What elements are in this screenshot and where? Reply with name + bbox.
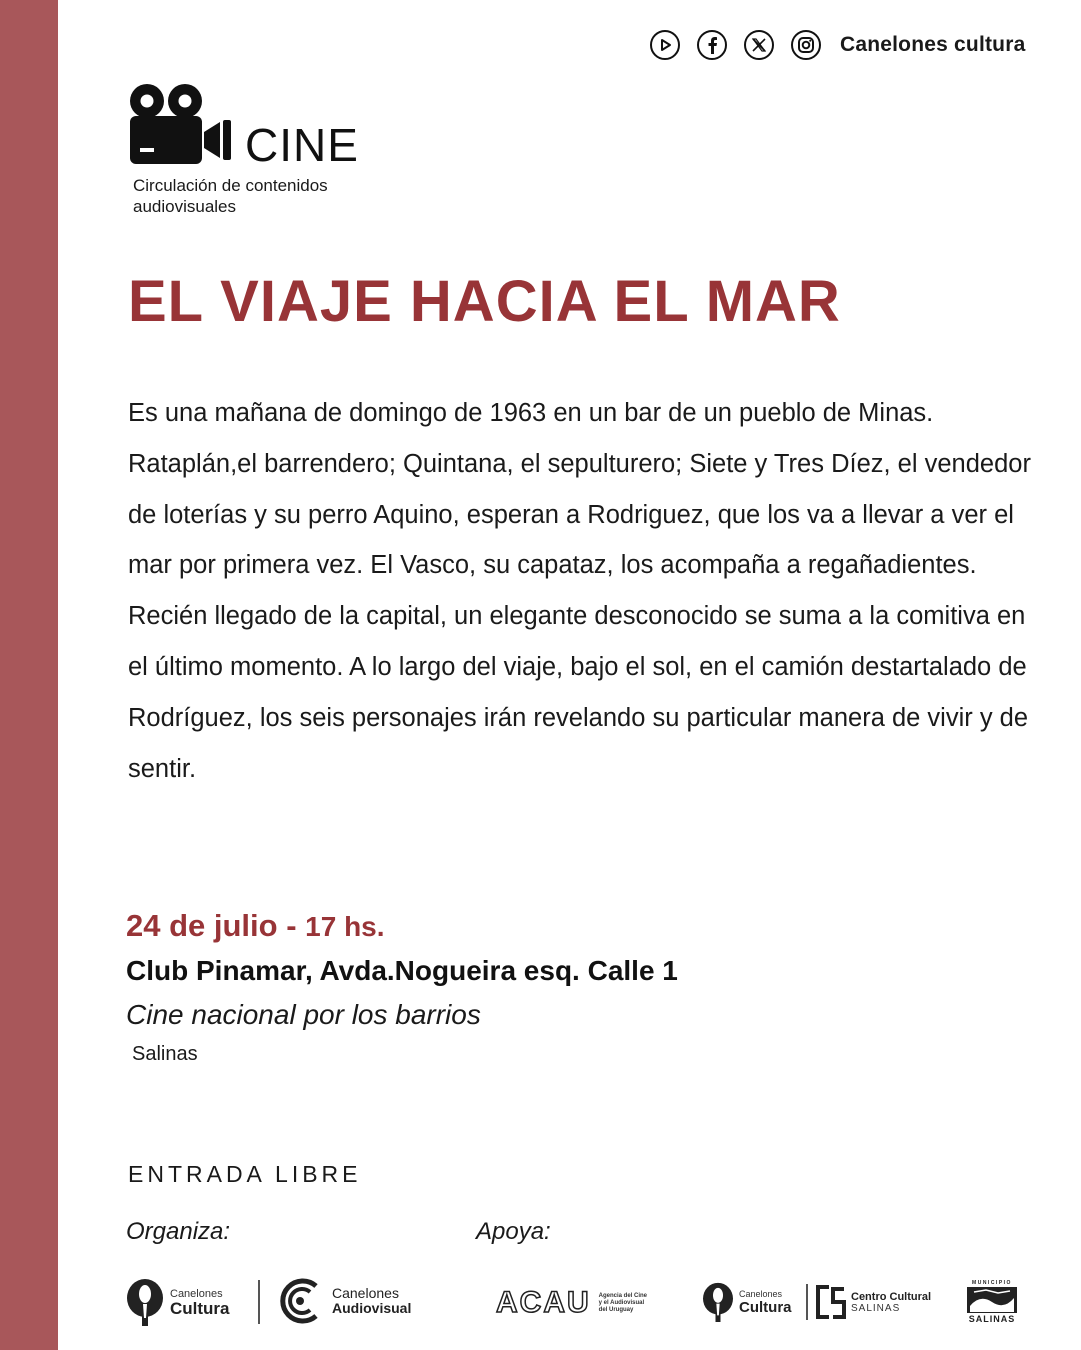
canelones-audiovisual-icon xyxy=(278,1278,320,1324)
event-series: Cine nacional por los barrios xyxy=(126,999,481,1030)
organiza-label: Organiza: xyxy=(126,1218,231,1245)
instagram-icon[interactable] xyxy=(791,30,821,60)
canelones-cultura-support-line2: Cultura xyxy=(739,1298,792,1316)
municipio-emblem-icon xyxy=(966,1286,1018,1314)
event-time: 17 hs. xyxy=(305,911,385,942)
program-category: CINE xyxy=(245,119,359,171)
acau-logo xyxy=(496,1286,647,1320)
municipio-line2: SALINAS xyxy=(968,1314,1016,1324)
event-date xyxy=(126,908,385,944)
brand-label[interactable]: Canelones cultura xyxy=(840,33,1026,56)
canelones-audiovisual-line2: Audiovisual xyxy=(332,1300,412,1316)
centro-cultural-salinas-logo xyxy=(816,1285,931,1319)
logo-divider-2 xyxy=(806,1284,808,1320)
centro-cultural-icon xyxy=(816,1285,846,1319)
centro-cultural-line2: SALINAS xyxy=(851,1302,901,1314)
program-subtitle-line2: audiovisuales xyxy=(133,197,237,216)
canelones-cultura-icon xyxy=(126,1278,164,1326)
canelones-cultura-support-icon xyxy=(702,1282,734,1322)
facebook-icon[interactable] xyxy=(697,30,727,60)
centro-cultural-line1: Centro Cultural xyxy=(851,1290,932,1303)
canelones-audiovisual-line1: Canelones xyxy=(332,1285,399,1301)
municipio-line1: MUNICIPIO xyxy=(972,1280,1012,1286)
apoya-label: Apoya: xyxy=(476,1218,551,1245)
acau-desc2: y el Audiovisual xyxy=(598,1299,645,1306)
event-locality: Salinas xyxy=(132,1043,198,1065)
movie-synopsis: Es una mañana de domingo de 1963 en un bar de un pueblo de Minas. Rataplán,el barrendero; Quintana, el sepulturero; Siete y Tres Díez, el vendedor de loterías y su perro Aquino, esperan a Rodriguez, que los va a llevar a ver el mar por primera vez. El Vasco, su capataz, los acompaña a regañadientes. Recién llegado de la capital, un elegante desconocido se suma a la comitiva en el último momento. A lo largo del viaje, bajo el sol, en el camión destartalado de Rodríguez, los seis personajes irán revelando su particular manera de vivir y de sentir. xyxy=(128,399,1031,783)
municipio-salinas-logo xyxy=(966,1280,1018,1324)
canelones-audiovisual-logo xyxy=(278,1278,411,1324)
social-links xyxy=(650,30,1025,60)
youtube-icon[interactable] xyxy=(650,30,680,60)
canelones-cultura-line1: Canelones xyxy=(170,1287,223,1300)
movie-title: EL VIAJE HACIA EL MAR xyxy=(128,269,841,334)
event-date-text: 24 de julio - xyxy=(126,908,297,943)
acau-name: ACAU xyxy=(496,1286,591,1319)
acau-desc1: Agencia del Cine xyxy=(598,1292,648,1299)
canelones-cultura-support-line1: Canelones xyxy=(739,1288,783,1299)
film-camera-icon xyxy=(128,82,234,170)
acau-desc3: del Uruguay xyxy=(598,1306,634,1313)
event-venue: Club Pinamar, Avda.Nogueira esq. Calle 1 xyxy=(126,955,678,986)
logo-divider xyxy=(258,1280,260,1324)
canelones-cultura-support-logo xyxy=(702,1282,792,1322)
x-icon[interactable] xyxy=(744,30,774,60)
canelones-cultura-line2: Cultura xyxy=(170,1298,230,1318)
admission-label: ENTRADA LIBRE xyxy=(128,1161,362,1187)
program-subtitle-line1: Circulación de contenidos xyxy=(133,176,328,195)
program-subtitle xyxy=(133,175,393,217)
side-accent-bar xyxy=(0,0,58,1350)
canelones-cultura-logo xyxy=(126,1278,230,1326)
